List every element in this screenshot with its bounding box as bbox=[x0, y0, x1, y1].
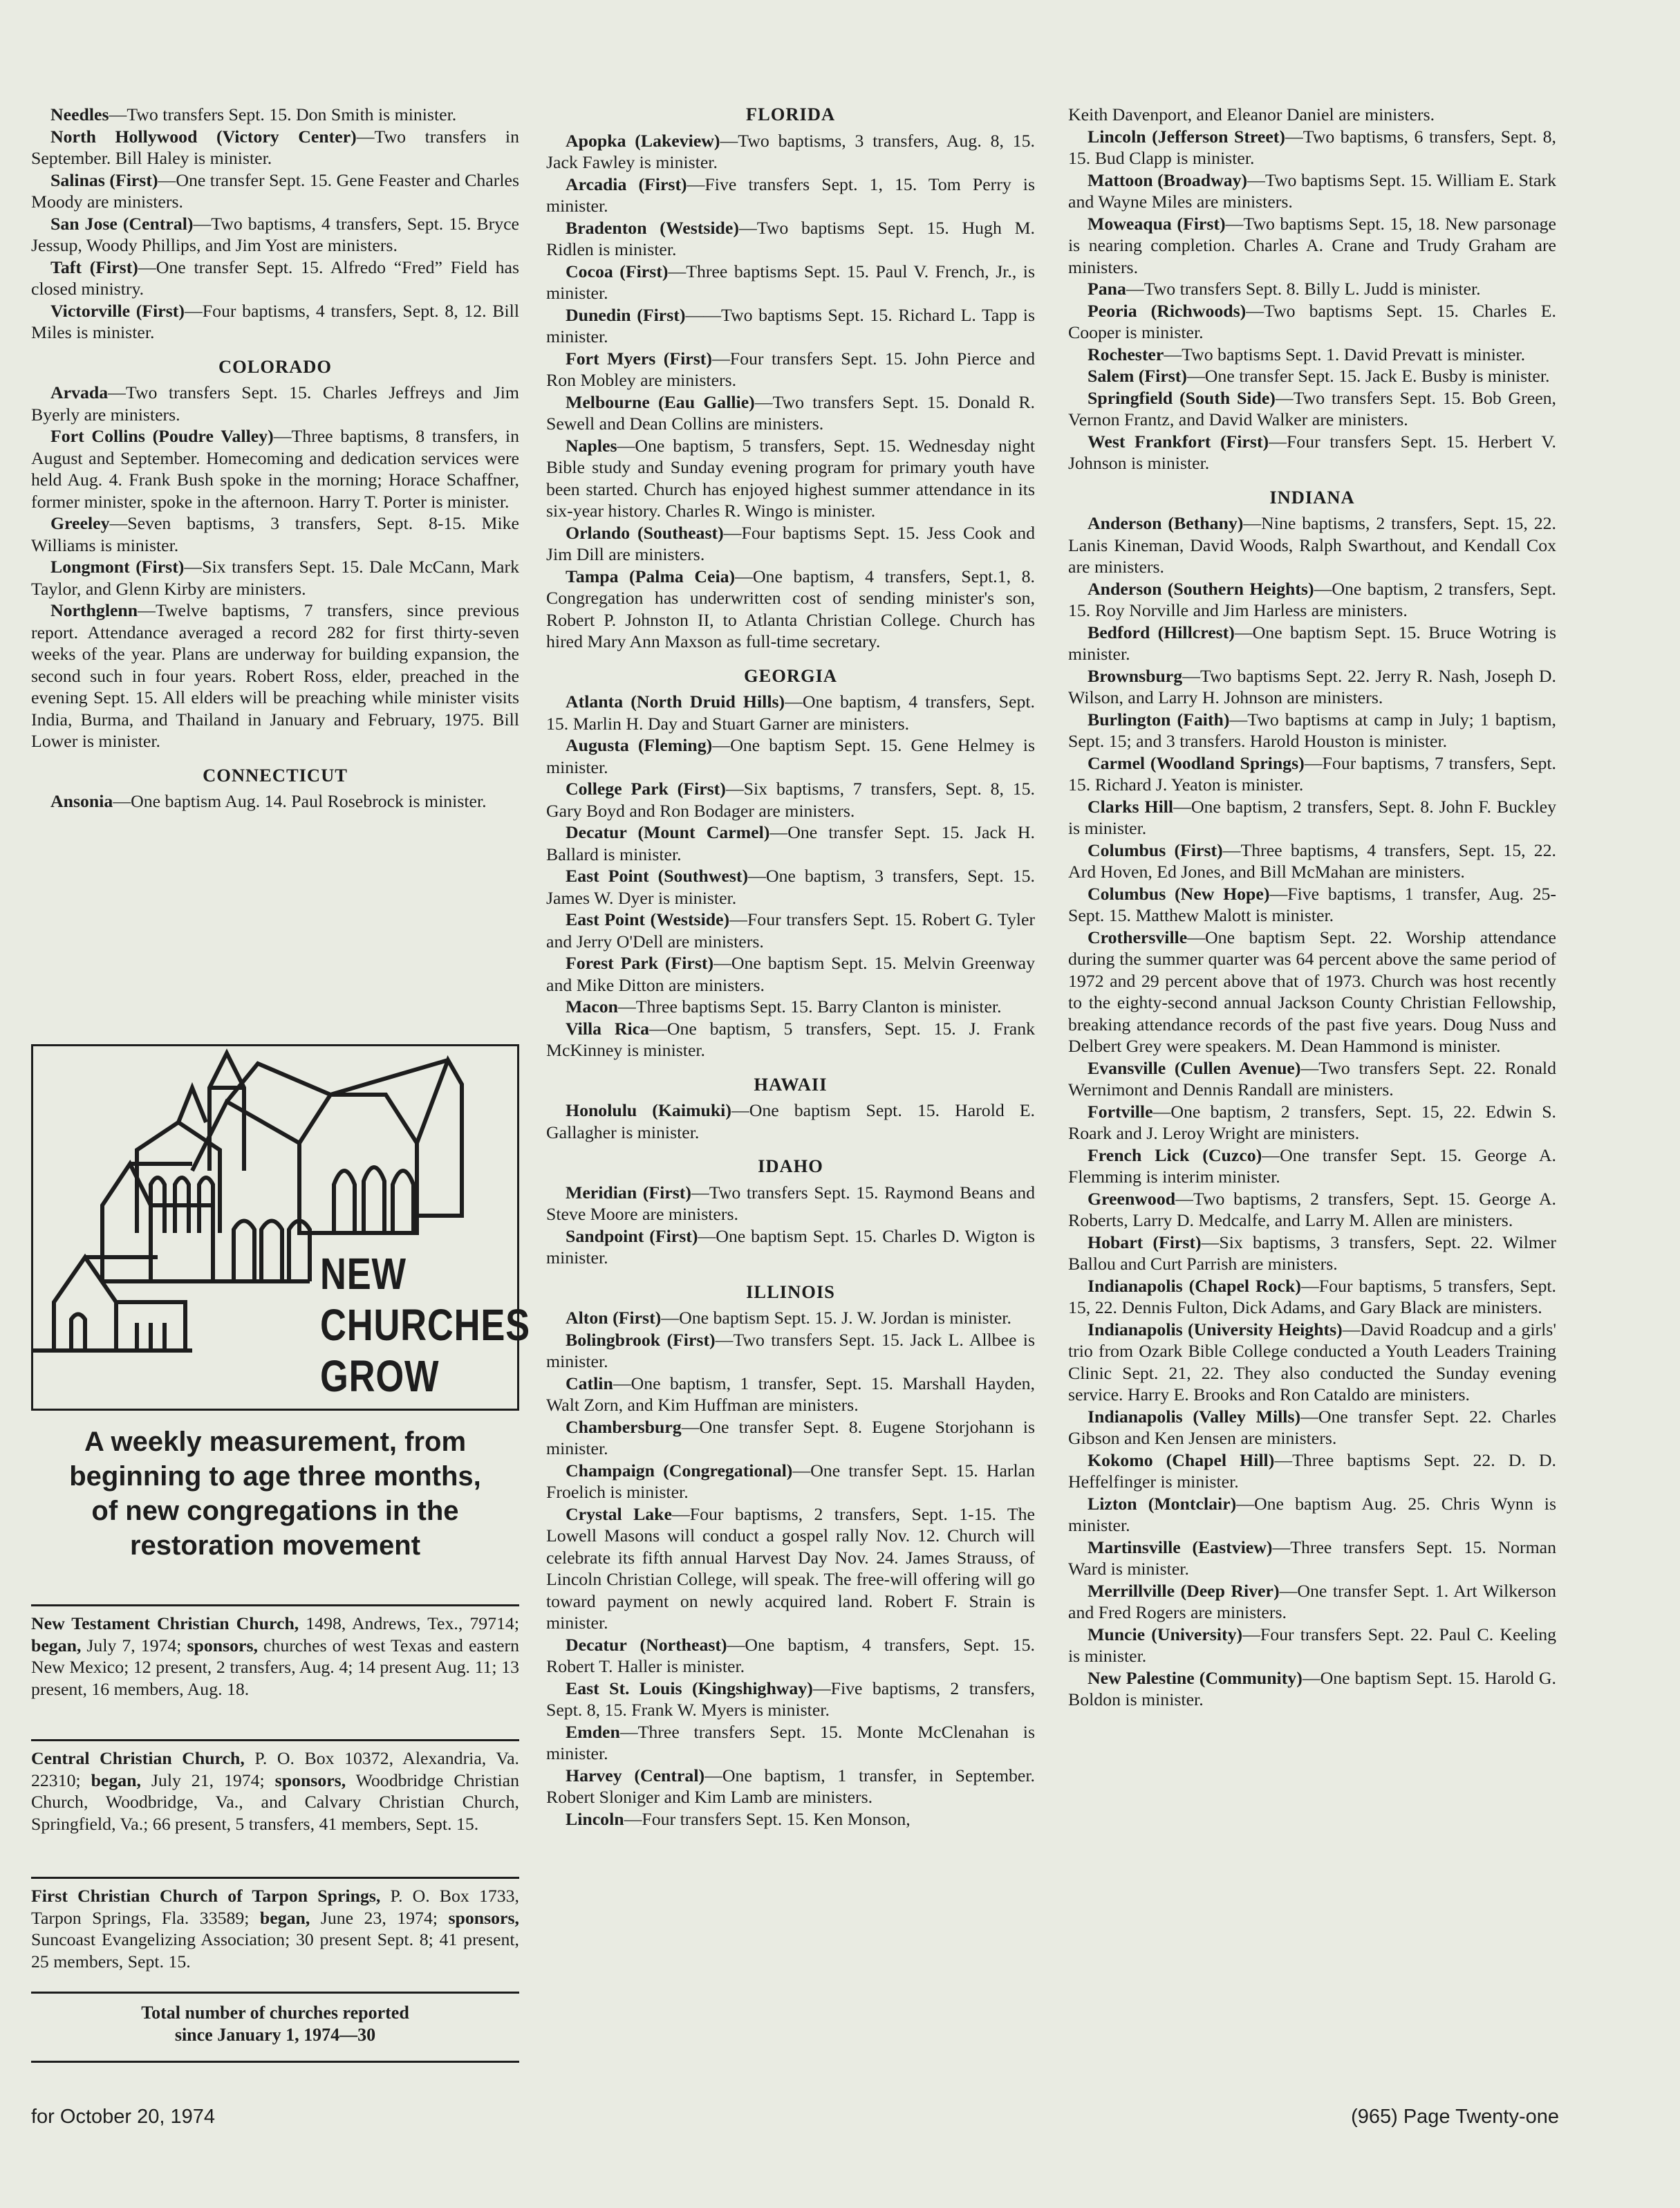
church-name: Macon bbox=[566, 996, 618, 1017]
church-report bbox=[546, 1100, 1035, 1143]
church-report-text: —One baptism Aug. 14. Paul Rosebrock is minister. bbox=[113, 791, 487, 811]
church-name: Orlando (Southeast) bbox=[566, 522, 724, 543]
church-report bbox=[1068, 1449, 1556, 1493]
church-report bbox=[1068, 1624, 1556, 1667]
church-name: Meridian (First) bbox=[566, 1182, 691, 1203]
church-report-text: —One transfer Sept. 15. George A. Flemming is interim minister. bbox=[1068, 1144, 1556, 1187]
church-report bbox=[546, 522, 1035, 566]
church-name: Needles bbox=[50, 104, 109, 124]
church-report-text: —Two baptisms Sept. 15. Hugh M. Ridlen is minister. bbox=[546, 217, 1035, 259]
church-name: Sandpoint (First) bbox=[566, 1225, 698, 1246]
church-report-text: —Three transfers Sept. 15. Norman Ward is minister. bbox=[1068, 1537, 1556, 1579]
column-left bbox=[31, 104, 519, 813]
church-report-text: —Five transfers Sept. 1, 15. Tom Perry is minister. bbox=[546, 174, 1035, 216]
church-name: Muncie (University) bbox=[1088, 1624, 1243, 1644]
church-report-text: —Four transfers Sept. 15. Ken Monson, bbox=[624, 1808, 911, 1829]
church-report bbox=[31, 600, 519, 752]
listing-sponsors-label: sponsors, bbox=[448, 1907, 519, 1928]
church-name: East Point (Westside) bbox=[566, 909, 730, 929]
church-name: Kokomo (Chapel Hill) bbox=[1088, 1449, 1275, 1470]
church-name: East Point (Southwest) bbox=[566, 866, 749, 886]
church-name: Martinsville (Eastview) bbox=[1088, 1537, 1273, 1557]
church-name: Chambersburg bbox=[566, 1416, 682, 1437]
listing-sponsors: churches of west Texas and eastern New Mexico; 12 present, 2 transfers, Aug. 4; 14 present Aug. 11; 13 present, 16 members, Aug. 18. bbox=[31, 1635, 519, 1699]
church-report-text: —One baptism Aug. 25. Chris Wynn is minister. bbox=[1068, 1493, 1556, 1535]
church-report bbox=[546, 130, 1035, 174]
church-report-text: —One baptism, 1 transfer, Sept. 15. Marshall Hayden, Walt Zorn, and Kim Huffman are ministers. bbox=[546, 1373, 1035, 1415]
church-name: Bedford (Hillcrest) bbox=[1088, 622, 1235, 642]
church-report bbox=[1068, 665, 1556, 709]
church-report-text: —Six baptisms, 7 transfers, Sept. 8, 15. Gary Boyd and Ron Bodager are ministers. bbox=[546, 779, 1035, 821]
listing-began: July 7, 1974; bbox=[81, 1635, 187, 1655]
church-report-text: —Two transfers Sept. 15. Jack L. Allbee is minister. bbox=[546, 1329, 1036, 1371]
state-heading: INDIANA bbox=[1269, 486, 1355, 508]
church-listing bbox=[31, 1885, 519, 1972]
church-report-text: —One transfer Sept. 15. Alfredo “Fred” Field has closed ministry. bbox=[31, 257, 519, 299]
church-report-text: —One baptism Sept. 15. Bruce Wotring is minister. bbox=[1068, 622, 1557, 664]
listing-address: 1498, Andrews, Tex., 79714; bbox=[299, 1613, 519, 1633]
church-report bbox=[1068, 1144, 1556, 1188]
church-name: Pana bbox=[1088, 279, 1126, 299]
church-name: Honolulu (Kaimuki) bbox=[566, 1100, 731, 1120]
church-report-text: —Two baptisms Sept. 15. William E. Stark and Wayne Miles are ministers. bbox=[1068, 169, 1556, 212]
church-report-text: —Seven baptisms, 3 transfers, Sept. 8-15. Mike Williams is minister. bbox=[31, 513, 519, 555]
church-report-text: —Three baptisms, 4 transfers, Sept. 15, 22. Ard Hoven, Ed Jones, and Bill McMahan are ministers. bbox=[1068, 839, 1557, 882]
church-report bbox=[31, 169, 519, 213]
church-name: Burlington (Faith) bbox=[1088, 709, 1230, 730]
church-report bbox=[1068, 300, 1556, 344]
church-name: Harvey (Central) bbox=[566, 1765, 705, 1785]
state-heading: GEORGIA bbox=[743, 665, 838, 686]
church-report-text: —One baptism, 1 transfer, in September. Robert Sloniger and Kim Lamb are ministers. bbox=[546, 1765, 1035, 1807]
church-report bbox=[1068, 387, 1556, 431]
church-report-text: —One transfer Sept. 1. Art Wilkerson and Fred Rogers are ministers. bbox=[1068, 1580, 1556, 1622]
church-name: French Lick (Cuzco) bbox=[1088, 1144, 1262, 1165]
divider-rule bbox=[31, 1992, 519, 1994]
church-name: San Jose (Central) bbox=[50, 213, 194, 234]
church-name: Indianapolis (Chapel Rock) bbox=[1088, 1275, 1301, 1296]
church-report-text: —Four baptisms, 2 transfers, Sept. 1-15. The Lowell Masons will conduct a gospel rally Nov. 12. Church will celebrate its fifth annual Harvest Day Nov. 24. James Strauss, of Lincoln Christian College, will speak. The free-will offering will go toward payment on newly acquired land. Robert F. Strain is minister. bbox=[546, 1503, 1035, 1633]
church-name: Anderson (Southern Heights) bbox=[1088, 578, 1314, 599]
state-heading: HAWAII bbox=[754, 1073, 828, 1095]
church-name: Dunedin (First) bbox=[566, 304, 686, 325]
church-report-text: —Three baptisms, 8 transfers, in August and September. Homecoming and dedication services were held Aug. 4. Frank Bush spoke in the morning; Horace Schaffner, former minister, spoke in the afternoon. Harry T. Porter is minister. bbox=[31, 426, 519, 512]
church-report bbox=[546, 1225, 1035, 1269]
church-report bbox=[1068, 431, 1556, 474]
total-churches-reported bbox=[31, 2002, 519, 2046]
church-report-text: —Three baptisms Sept. 15. Paul V. French, Jr., is minister. bbox=[546, 261, 1035, 303]
church-listing bbox=[31, 1613, 519, 1700]
church-report-text: —Two transfers Sept. 15. Don Smith is minister. bbox=[109, 104, 457, 124]
church-report-text: —David Roadcup and a girls' trio from Ozark Bible College conducted a Youth Leaders Training Clinic Sept. 21, 22. They also conducted the Sunday evening service. Harry E. Brooks and Ron Cataldo are ministers. bbox=[1068, 1319, 1556, 1404]
church-name: Lizton (Montclair) bbox=[1088, 1493, 1237, 1514]
church-report bbox=[1068, 1057, 1556, 1101]
church-name: Peoria (Richwoods) bbox=[1088, 300, 1247, 321]
church-name: Salem (First) bbox=[1088, 366, 1187, 386]
footer-page-number: (965) Page Twenty-one bbox=[1351, 2106, 1559, 2128]
church-report-text: —One baptism, 3 transfers, Sept. 15. James W. Dyer is minister. bbox=[546, 866, 1035, 908]
church-name: Indianapolis (Valley Mills) bbox=[1088, 1406, 1301, 1427]
church-report-text: —Four baptisms Sept. 15. Jess Cook and Jim Dill are ministers. bbox=[546, 522, 1035, 564]
church-name: Salinas (First) bbox=[50, 169, 158, 190]
church-name: Rochester bbox=[1088, 344, 1164, 364]
divider-rule bbox=[31, 1877, 519, 1879]
church-name: Emden bbox=[566, 1721, 620, 1742]
tagline bbox=[31, 1425, 519, 1563]
listing-sponsors: Suncoast Evangelizing Association; 30 present Sept. 8; 41 present, 25 members, Sept. 15. bbox=[31, 1929, 519, 1972]
church-report-text: —Three transfers Sept. 15. Monte McClenahan is minister. bbox=[546, 1721, 1035, 1763]
church-report bbox=[1068, 927, 1556, 1057]
church-name: Tampa (Palma Ceia) bbox=[566, 566, 736, 586]
logo-line-1: NEW bbox=[320, 1249, 407, 1299]
church-name: Carmel (Woodland Springs) bbox=[1088, 752, 1305, 773]
church-report bbox=[1068, 752, 1556, 796]
listing-began-label: began, bbox=[91, 1770, 141, 1790]
church-report bbox=[1068, 512, 1556, 578]
church-report-text: —Twelve baptisms, 7 transfers, since previous report. Attendance averaged a record 282 for first thirty-seven weeks of the year. Plans are underway for building expansion, the second such in four years. Robert Ross, elder, preached in the evening Sept. 15. All elders will be preaching while minister visits India, Burma, and Thailand in January and February, 1975. Bill Lower is minister. bbox=[31, 600, 519, 751]
church-report bbox=[31, 126, 519, 169]
church-report-text: —One baptism, 5 transfers, Sept. 15. J. Frank McKinney is minister. bbox=[546, 1018, 1035, 1060]
church-name: Augusta (Fleming) bbox=[566, 735, 713, 755]
church-name: College Park (First) bbox=[566, 779, 726, 799]
church-report-text: —Three baptisms Sept. 22. D. D. Heffelfinger is minister. bbox=[1068, 1449, 1556, 1492]
church-report bbox=[546, 1460, 1035, 1503]
church-report-text: —Two baptisms Sept. 22. Jerry R. Nash, Joseph D. Wilson, and Larry H. Johnson are ministers. bbox=[1068, 665, 1556, 707]
listing-began-label: began, bbox=[259, 1907, 310, 1928]
church-report bbox=[1068, 1188, 1556, 1232]
church-report bbox=[1068, 213, 1556, 279]
church-report bbox=[1068, 1667, 1556, 1711]
church-report bbox=[546, 1721, 1035, 1765]
church-name: Lincoln bbox=[566, 1808, 624, 1829]
church-report bbox=[1068, 126, 1556, 169]
church-report-text: —One transfer Sept. 8. Eugene Storjohann is minister. bbox=[546, 1416, 1035, 1458]
church-name: Arvada bbox=[50, 382, 109, 402]
church-name: Greenwood bbox=[1088, 1188, 1176, 1209]
church-name: Crothersville bbox=[1088, 927, 1188, 947]
church-report bbox=[31, 425, 519, 512]
church-report bbox=[1068, 169, 1556, 213]
divider-rule bbox=[31, 1739, 519, 1741]
logo-text bbox=[320, 1248, 530, 1402]
church-report-text: —Four transfers Sept. 15. Herbert V. Johnson is minister. bbox=[1068, 431, 1557, 473]
tagline-line-2: beginning to age three months, bbox=[69, 1461, 481, 1492]
church-name: Melbourne (Eau Gallie) bbox=[566, 391, 755, 412]
church-report-text: —Two transfers in September. Bill Haley is minister. bbox=[31, 126, 519, 168]
church-report-text: —Four baptisms, 5 transfers, Sept. 15, 22. Dennis Fulton, Dick Adams, and Gary Black are ministers. bbox=[1068, 1275, 1556, 1317]
church-name: Greeley bbox=[50, 513, 110, 533]
church-name: Bolingbrook (First) bbox=[566, 1329, 716, 1350]
church-report bbox=[1068, 578, 1556, 622]
church-report-text: —Two transfers Sept. 8. Billy L. Judd is minister. bbox=[1126, 279, 1481, 299]
church-name: Alton (First) bbox=[566, 1308, 662, 1328]
church-name: Hobart (First) bbox=[1088, 1232, 1202, 1252]
listing-began-label: began, bbox=[31, 1635, 82, 1655]
total-line-2: since January 1, 1974—30 bbox=[174, 2025, 376, 2045]
new-churches-grow-logo bbox=[31, 1044, 530, 1411]
church-report bbox=[546, 348, 1035, 391]
church-report bbox=[31, 104, 519, 126]
listing-sponsors: Woodbridge Christian Church, Woodbridge, Va., and Calvary Christian Church, Springfield, Va.; 66 present, 5 transfers, 41 members, Sept. 15. bbox=[31, 1770, 520, 1834]
church-name: Bradenton (Westside) bbox=[566, 217, 739, 238]
tagline-line-1: A weekly measurement, from bbox=[84, 1427, 467, 1457]
church-report-text: —Two transfers Sept. 15. Charles Jeffreys and Jim Byerly are ministers. bbox=[31, 382, 519, 425]
church-report bbox=[546, 1373, 1035, 1416]
church-report-text: —Two transfers Sept. 15. Bob Green, Vernon Frantz, and David Walker are ministers. bbox=[1068, 387, 1557, 429]
church-name: Forest Park (First) bbox=[566, 953, 714, 973]
church-name: Taft (First) bbox=[50, 257, 138, 277]
church-report-text: —Two baptisms Sept. 15, 18. New parsonage is nearing completion. Charles A. Crane and Trudy Graham are ministers. bbox=[1068, 213, 1556, 277]
church-report bbox=[31, 512, 519, 556]
church-report-text: —Six baptisms, 3 transfers, Sept. 22. Wilmer Ballou and Curt Parrish are ministers. bbox=[1068, 1232, 1556, 1274]
church-name: Decatur (Northeast) bbox=[566, 1634, 727, 1655]
church-report-text: —Four baptisms, 7 transfers, Sept. 15. Richard J. Yeaton is minister. bbox=[1068, 752, 1556, 795]
tagline-line-3: of new congregations in the bbox=[91, 1496, 459, 1526]
church-report-text: —One baptism, 4 transfers, Sept.1, 8. Congregation has underwritten cost of sending minister's son, Robert P. Johnston II, to Atlanta Christian College. Church has hired Mary Ann Maxson as full-time secretary. bbox=[546, 566, 1035, 651]
church-report bbox=[546, 1765, 1035, 1808]
church-report bbox=[546, 1503, 1035, 1634]
church-name: New Palestine (Community) bbox=[1088, 1667, 1303, 1688]
church-name: North Hollywood (Victory Center) bbox=[50, 126, 357, 147]
church-report-text: —Two baptisms Sept. 15. Charles E. Cooper is minister. bbox=[1068, 300, 1556, 342]
church-report-text: —Five baptisms, 1 transfer, Aug. 25-Sept. 15. Matthew Malott is minister. bbox=[1068, 883, 1556, 925]
church-report-text: —Four baptisms, 4 transfers, Sept. 8, 12. Bill Miles is minister. bbox=[31, 300, 519, 342]
church-report-text: —One baptism, 2 transfers, Sept. 15. Roy Norville and Jim Harless are ministers. bbox=[1068, 578, 1556, 620]
church-report-text: —Two baptisms, 2 transfers, Sept. 15. George A. Roberts, Larry D. Medcalfe, and Larry M. Allen are ministers. bbox=[1068, 1188, 1556, 1230]
church-name: Lincoln (Jefferson Street) bbox=[1088, 126, 1285, 147]
church-name: Fortville bbox=[1088, 1101, 1153, 1122]
church-report bbox=[546, 996, 1035, 1018]
church-report bbox=[546, 822, 1035, 865]
church-report bbox=[1068, 883, 1556, 927]
listing-name: New Testament Christian Church, bbox=[31, 1613, 299, 1633]
church-report-text: —One transfer Sept. 22. Charles Gibson and Ken Jensen are ministers. bbox=[1068, 1406, 1556, 1448]
church-name: Arcadia (First) bbox=[566, 174, 687, 194]
church-report-text: —One baptism Sept. 15. J. W. Jordan is minister. bbox=[661, 1308, 1011, 1328]
church-report bbox=[546, 909, 1035, 952]
church-name: Brownsburg bbox=[1088, 665, 1183, 686]
church-name: Victorville (First) bbox=[50, 300, 185, 321]
church-report-continued: Keith Davenport, and Eleanor Daniel are ministers. bbox=[1068, 104, 1435, 124]
church-report-text: —One transfer Sept. 15. Jack H. Ballard is minister. bbox=[546, 822, 1035, 864]
church-report bbox=[31, 257, 519, 300]
church-name: Columbus (New Hope) bbox=[1088, 883, 1270, 904]
church-name: Mattoon (Broadway) bbox=[1088, 169, 1248, 190]
church-report bbox=[546, 1307, 1035, 1329]
church-report bbox=[546, 304, 1035, 348]
divider-rule bbox=[31, 2061, 519, 2063]
church-report bbox=[546, 1018, 1035, 1061]
church-report bbox=[31, 300, 519, 344]
church-report bbox=[546, 566, 1035, 653]
church-report bbox=[1068, 1101, 1556, 1144]
state-heading: ILLINOIS bbox=[746, 1281, 835, 1302]
church-name: Decatur (Mount Carmel) bbox=[566, 822, 770, 842]
church-report bbox=[31, 790, 519, 813]
church-report-text: —One baptism Sept. 15. Harold E. Gallagher is minister. bbox=[546, 1100, 1036, 1142]
church-report bbox=[1068, 1537, 1556, 1580]
church-name: West Frankfort (First) bbox=[1088, 431, 1269, 452]
listing-sponsors-label: sponsors, bbox=[187, 1635, 258, 1655]
church-report-text: —One baptism, 4 transfers, Sept. 15. Marlin H. Day and Stuart Garner are ministers. bbox=[546, 692, 1035, 734]
state-heading: COLORADO bbox=[218, 355, 333, 377]
church-report-text: —Two transfers Sept. 22. Ronald Wernimont and Dennis Randall are ministers. bbox=[1068, 1057, 1556, 1100]
church-name: Columbus (First) bbox=[1088, 839, 1223, 860]
church-report bbox=[546, 1182, 1035, 1225]
church-report bbox=[546, 952, 1035, 996]
church-report-text: —One baptism Sept. 15. Charles D. Wigton is minister. bbox=[546, 1225, 1035, 1268]
church-report-text: —Two baptisms, 6 transfers, Sept. 8, 15. Bud Clapp is minister. bbox=[1068, 126, 1556, 168]
church-report-text: —Four transfers Sept. 22. Paul C. Keeling is minister. bbox=[1068, 1624, 1556, 1666]
church-name: East St. Louis (Kingshighway) bbox=[566, 1678, 813, 1698]
church-report-text: —Two transfers Sept. 15. Raymond Beans and Steve Moore are ministers. bbox=[546, 1182, 1035, 1224]
church-report-text: —One baptism, 2 transfers, Sept. 15, 22. Edwin S. Roark and J. Leroy Wright are ministers. bbox=[1068, 1101, 1556, 1143]
church-report bbox=[31, 213, 519, 257]
church-report bbox=[1068, 1406, 1556, 1449]
church-name: Merrillville (Deep River) bbox=[1088, 1580, 1280, 1601]
church-report-text: —Two transfers Sept. 15. Donald R. Sewell and Dean Collins are ministers. bbox=[546, 391, 1035, 434]
tagline-line-4: restoration movement bbox=[129, 1530, 421, 1561]
church-report bbox=[1068, 365, 1556, 387]
church-name: Crystal Lake bbox=[566, 1503, 672, 1524]
church-report-text: —One baptism Sept. 15. Harold G. Boldon is minister. bbox=[1068, 1667, 1557, 1709]
church-report-text: ——Two baptisms Sept. 15. Richard L. Tapp is minister. bbox=[546, 304, 1035, 346]
church-report bbox=[546, 1808, 1035, 1830]
church-report-text: —Two baptisms, 4 transfers, Sept. 15. Bryce Jessup, Woody Phillips, and Jim Yost are ministers. bbox=[31, 213, 519, 255]
church-report-text: —Two baptisms at camp in July; 1 baptism, Sept. 15; and 3 transfers. Harold Houston is minister. bbox=[1068, 709, 1557, 751]
listing-sponsors-label: sponsors, bbox=[274, 1770, 346, 1790]
state-heading: CONNECTICUT bbox=[203, 764, 348, 786]
church-name: Indianapolis (University Heights) bbox=[1088, 1319, 1343, 1339]
church-report-text: —Two baptisms Sept. 1. David Prevatt is minister. bbox=[1164, 344, 1526, 364]
church-report bbox=[1068, 796, 1556, 839]
church-report bbox=[546, 778, 1035, 822]
church-report-text: —Five baptisms, 2 transfers, Sept. 8, 15. Frank W. Myers is minister. bbox=[546, 1678, 1035, 1720]
church-report bbox=[31, 556, 519, 600]
listing-address: P. O. Box 10372, Alexandria, Va. 22310; bbox=[31, 1748, 519, 1790]
church-report bbox=[1068, 709, 1556, 752]
total-line-1: Total number of churches reported bbox=[141, 2003, 409, 2023]
listing-name: Central Christian Church, bbox=[31, 1748, 245, 1768]
church-report-text: —One baptism, 5 transfers, Sept. 15. Wednesday night Bible study and Sunday evening program for primary youth have been started. Church has enjoyed highest summer attendance in its six-year history. Charles R. Wingo is minister. bbox=[546, 435, 1035, 521]
church-name: Springfield (South Side) bbox=[1088, 387, 1276, 408]
church-report-text: —One baptism Sept. 15. Melvin Greenway and Mike Ditton are ministers. bbox=[546, 953, 1035, 995]
church-name: Anderson (Bethany) bbox=[1088, 513, 1244, 533]
column-right bbox=[1068, 104, 1556, 1711]
church-report bbox=[31, 382, 519, 425]
church-report bbox=[1068, 1319, 1556, 1406]
church-name: Ansonia bbox=[50, 791, 113, 811]
church-report bbox=[1068, 1493, 1556, 1537]
church-report bbox=[1068, 622, 1556, 665]
listing-address: P. O. Box 1733, Tarpon Springs, Fla. 33589; bbox=[31, 1886, 520, 1928]
church-report bbox=[1068, 278, 1556, 300]
listing-began: July 21, 1974; bbox=[140, 1770, 275, 1790]
church-name: Clarks Hill bbox=[1088, 796, 1174, 817]
church-report bbox=[546, 435, 1035, 522]
church-report bbox=[1068, 839, 1556, 883]
logo-line-3: GROW bbox=[320, 1351, 440, 1401]
church-report bbox=[546, 1678, 1035, 1721]
church-report bbox=[546, 865, 1035, 909]
church-report bbox=[546, 1634, 1035, 1678]
logo-line-2: CHURCHES bbox=[320, 1300, 530, 1350]
church-report-text: —One transfer Sept. 15. Gene Feaster and Charles Moody are ministers. bbox=[31, 169, 520, 212]
church-report bbox=[1068, 1232, 1556, 1275]
divider-rule bbox=[31, 1604, 519, 1606]
listing-began: June 23, 1974; bbox=[310, 1907, 449, 1928]
church-name: Champaign (Congregational) bbox=[566, 1460, 793, 1481]
column-middle bbox=[546, 104, 1035, 1830]
church-name: Evansville (Cullen Avenue) bbox=[1088, 1057, 1301, 1078]
church-report bbox=[546, 1329, 1035, 1373]
church-name: Catlin bbox=[566, 1373, 613, 1393]
church-report-text: —Six transfers Sept. 15. Dale McCann, Mark Taylor, and Glenn Kirby are ministers. bbox=[31, 557, 519, 599]
church-report bbox=[546, 174, 1035, 217]
church-report bbox=[546, 734, 1035, 778]
church-report-text: —Two baptisms, 3 transfers, Aug. 8, 15. Jack Fawley is minister. bbox=[546, 130, 1035, 172]
church-name: Apopka (Lakeview) bbox=[566, 130, 720, 151]
church-report-text: —Three baptisms Sept. 15. Barry Clanton is minister. bbox=[617, 996, 1002, 1017]
state-heading: FLORIDA bbox=[745, 104, 836, 124]
church-report-text: —One baptism Sept. 15. Gene Helmey is minister. bbox=[546, 735, 1035, 777]
church-name: Atlanta (North Druid Hills) bbox=[566, 692, 785, 712]
listing-name: First Christian Church of Tarpon Springs, bbox=[31, 1886, 381, 1906]
church-name: Naples bbox=[566, 435, 617, 456]
church-report-text: —One baptism, 4 transfers, Sept. 15. Robert T. Haller is minister. bbox=[546, 1634, 1035, 1676]
church-report bbox=[546, 691, 1035, 734]
state-heading: IDAHO bbox=[758, 1156, 823, 1176]
church-report bbox=[1068, 1275, 1556, 1319]
footer-date: for October 20, 1974 bbox=[31, 2106, 215, 2128]
church-name: Cocoa (First) bbox=[566, 261, 669, 281]
church-report bbox=[546, 391, 1035, 435]
church-name: Fort Collins (Poudre Valley) bbox=[50, 426, 274, 446]
church-listing bbox=[31, 1747, 519, 1835]
church-report bbox=[1068, 1580, 1556, 1624]
church-report-text: —One transfer Sept. 15. Jack E. Busby is minister. bbox=[1187, 366, 1550, 386]
church-report-text: —Four transfers Sept. 15. Robert G. Tyler and Jerry O'Dell are ministers. bbox=[546, 909, 1035, 952]
church-report-text: —One baptism Sept. 22. Worship attendance during the summer quarter was 64 percent above the same period of 1972 and 29 percent above that of 1973. Church was host recently to the eighty-second annual Jackson County Christian Fellowship, breaking attendance records of the past five years. Doug Nuss and Delbert Grey were speakers. M. Dean Hammond is minister. bbox=[1068, 927, 1556, 1056]
church-name: Northglenn bbox=[50, 600, 138, 620]
church-report-text: —Four transfers Sept. 15. John Pierce and Ron Mobley are ministers. bbox=[546, 348, 1035, 390]
church-report-text: —Nine baptisms, 2 transfers, Sept. 15, 22. Lanis Kineman, David Woods, Ralph Swarthout, and Kendall Cox are ministers. bbox=[1068, 513, 1556, 577]
church-report bbox=[546, 261, 1035, 304]
church-report-text: —One transfer Sept. 15. Harlan Froelich is minister. bbox=[546, 1460, 1036, 1502]
church-name: Moweaqua (First) bbox=[1088, 213, 1226, 234]
church-report bbox=[546, 217, 1035, 261]
church-name: Longmont (First) bbox=[50, 557, 185, 577]
church-name: Fort Myers (First) bbox=[566, 348, 712, 369]
church-report bbox=[546, 1416, 1035, 1460]
church-report-text: —One baptism, 2 transfers, Sept. 8. John F. Buckley is minister. bbox=[1068, 796, 1556, 838]
church-report bbox=[1068, 344, 1556, 366]
church-name: Villa Rica bbox=[566, 1018, 650, 1039]
